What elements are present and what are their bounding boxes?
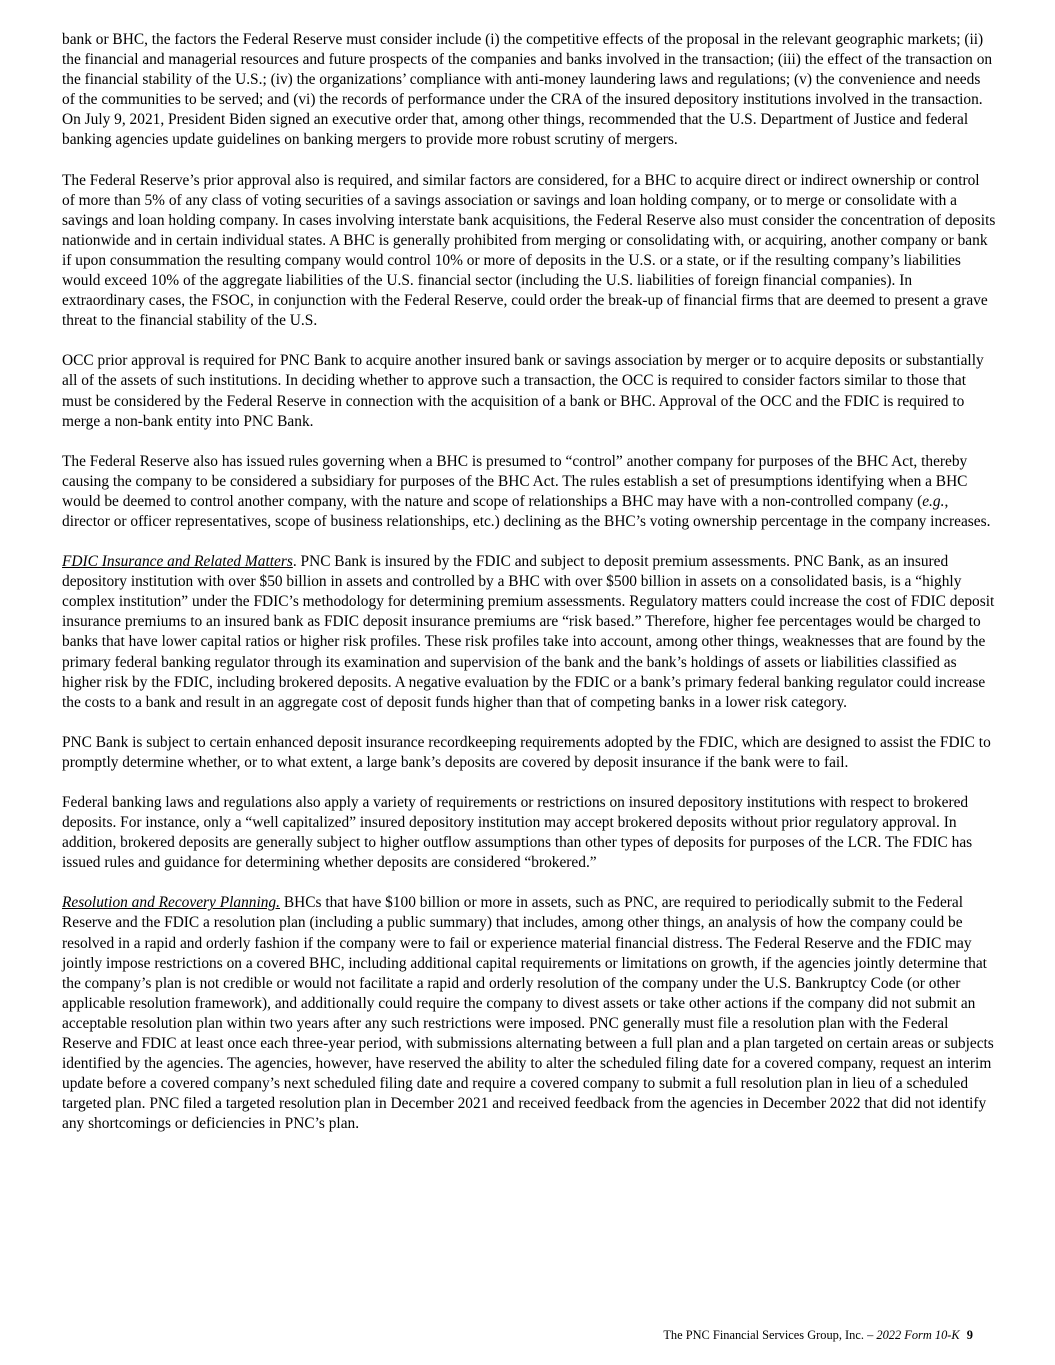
paragraph-recordkeeping [62,733,996,773]
paragraph-control-rules [62,452,996,532]
paragraph-text: Federal banking laws and regulations also apply a variety of requirements or restrictions on insured depository institutions with respect to brokered deposits. For instance, only a “well capitalized” insured depository institution may accept brokered deposits without prior regulatory approval. In addition, brokered deposits are generally subject to higher outflow assumptions than other types of deposits for purposes of the LCR. The FDIC has issued rules and guidance for determining whether deposits are considered “brokered.” [62,794,973,872]
section-heading-fdic-insurance: FDIC Insurance and Related Matters [62,553,293,571]
paragraph-text: BHCs that have $100 billion or more in assets, such as PNC, are required to periodically submit to the Federal Reserve and the FDIC a resolution plan (including a public summary) that includes, among other things, an analysis of how the company could be resolved in a rapid and orderly fashion if the company were to fail or experience material financial distress. The Federal Reserve and the FDIC may jointly impose restrictions on a covered BHC, including additional capital requirements or limitations on growth, if the agencies jointly determine that the company’s plan is not credible or would not facilitate a rapid and orderly resolution of the company under the U.S. Bankruptcy Code (or other applicable resolution framework), and additionally could require the company to divest assets or take other actions if the company did not submit an acceptable resolution plan within two years after any such restrictions were imposed. PNC generally must file a resolution plan with the Federal Reserve and FDIC at least once each three-year period, with submissions alternating between a full plan and a plan targeted on certain areas or subjects identified by the agencies. The agencies, however, have reserved the ability to alter the scheduled filing date for a covered company, request an interim update before a covered company’s next scheduled filing date and require a covered company to submit a full resolution plan in lieu of a scheduled targeted plan. PNC filed a targeted resolution plan in December 2021 and received feedback from the agencies in December 2022 that did not identify any shortcomings or deficiencies in PNC’s plan. [62,894,994,1133]
paragraph-merger-factors [62,30,996,151]
paragraph-occ-approval [62,351,996,431]
paragraph-text: bank or BHC, the factors the Federal Reserve must consider include (i) the competitive effects of the proposal in the relevant geographic markets; (ii) the financial and managerial resources and future prospects of the companies and banks involved in the transaction; (iii) the effect of the transaction on the financial stability of the U.S.; (iv) the organizations’ compliance with anti-money laundering laws and regulations; (v) the convenience and needs of the communities to be served; and (vi) the records of performance under the CRA of the insured depository institutions involved in the transaction. On July 9, 2021, President Biden signed an executive order that, among other things, recommended that the U.S. Department of Justice and federal banking agencies update guidelines on banking mergers to provide more robust scrutiny of mergers. [62,31,993,149]
paragraph-text: , director or officer representatives, scope of business relationships, etc.) declining as the BHC’s voting ownership percentage in the company increases. [62,492,991,530]
section-heading-resolution-planning: Resolution and Recovery Planning. [62,894,280,912]
footer-form: 2022 Form 10-K [876,1328,960,1342]
paragraph-federal-reserve-approval [62,171,996,332]
emphasis-text: e.g. [922,492,945,510]
paragraph-text: OCC prior approval is required for PNC Bank to acquire another insured bank or savings association by merger or to acquire deposits or substantially all of the assets of such institutions. In deciding whether to approve such a transaction, the OCC is required to consider factors similar to those that must be considered by the Federal Reserve in connection with the acquisition of a bank or BHC. Approval of the OCC and the FDIC is required to merge a non-bank entity into PNC Bank. [62,352,984,430]
page-number: 9 [966,1328,973,1342]
document-body [62,30,996,1155]
paragraph-text: PNC Bank is subject to certain enhanced deposit insurance recordkeeping requirements adopted by the FDIC, which are designed to assist the FDIC to promptly determine whether, or to what extent, a large bank’s deposits are covered by deposit insurance if the bank were to fail. [62,733,991,771]
page-footer [663,1327,973,1343]
paragraph-text: The Federal Reserve also has issued rules governing when a BHC is presumed to “control” another company for purposes of the BHC Act, thereby causing the company to be considered a subsidiary for purposes of the BHC Act. The rules establish a set of presumptions identifying when a BHC would be deemed to control another company, with the nature and scope of relationships a BHC may have with a non-controlled company ( [62,452,968,510]
paragraph-text: . PNC Bank is insured by the FDIC and subject to deposit premium assessments. PNC Bank, as an insured depository institution with over $50 billion in assets and controlled by a BHC with over $500 billion in assets on a consolidated basis, is a “highly complex institution” under the FDIC’s methodology for determining premium assessments. Regulatory matters could increase the cost of FDIC deposit insurance premiums to an insured bank as FDIC deposit insurance premiums are “risk based.” Therefore, higher fee percentages would be charged to banks that have lower capital ratios or higher risk profiles. These risk profiles take into account, among other things, weaknesses that are found by the primary federal banking regulator through its examination and supervision of the bank and the bank’s holdings of assets or liabilities classified as higher risk by the FDIC, including brokered deposits. A negative evaluation by the FDIC or a bank’s primary federal banking regulator could increase the costs to a bank and result in an aggregate cost of deposit funds higher than that of competing banks in a lower risk category. [62,553,995,711]
paragraph-resolution-planning [62,893,996,1134]
paragraph-text: The Federal Reserve’s prior approval also is required, and similar factors are considered, for a BHC to acquire direct or indirect ownership or control of more than 5% of any class of voting securities of a savings association or savings and loan holding company, or to merge or consolidate with a savings and loan holding company. In cases involving interstate bank acquisitions, the Federal Reserve also must consider the concentration of deposits nationwide and in certain individual states. A BHC is generally prohibited from merging or consolidating with, or acquiring, another company or bank if upon consummation the resulting company would control 10% or more of deposits in the U.S. or a state, or if the resulting company’s liabilities would exceed 10% of the aggregate liabilities of the U.S. financial sector (including the U.S. liabilities of foreign financial companies). In extraordinary cases, the FSOC, in conjunction with the Federal Reserve, could order the break-up of financial firms that are deemed to present a grave threat to the financial stability of the U.S. [62,171,996,330]
paragraph-brokered-deposits [62,793,996,873]
paragraph-fdic-insurance [62,552,996,713]
footer-company: The PNC Financial Services Group, Inc. – [663,1328,874,1342]
